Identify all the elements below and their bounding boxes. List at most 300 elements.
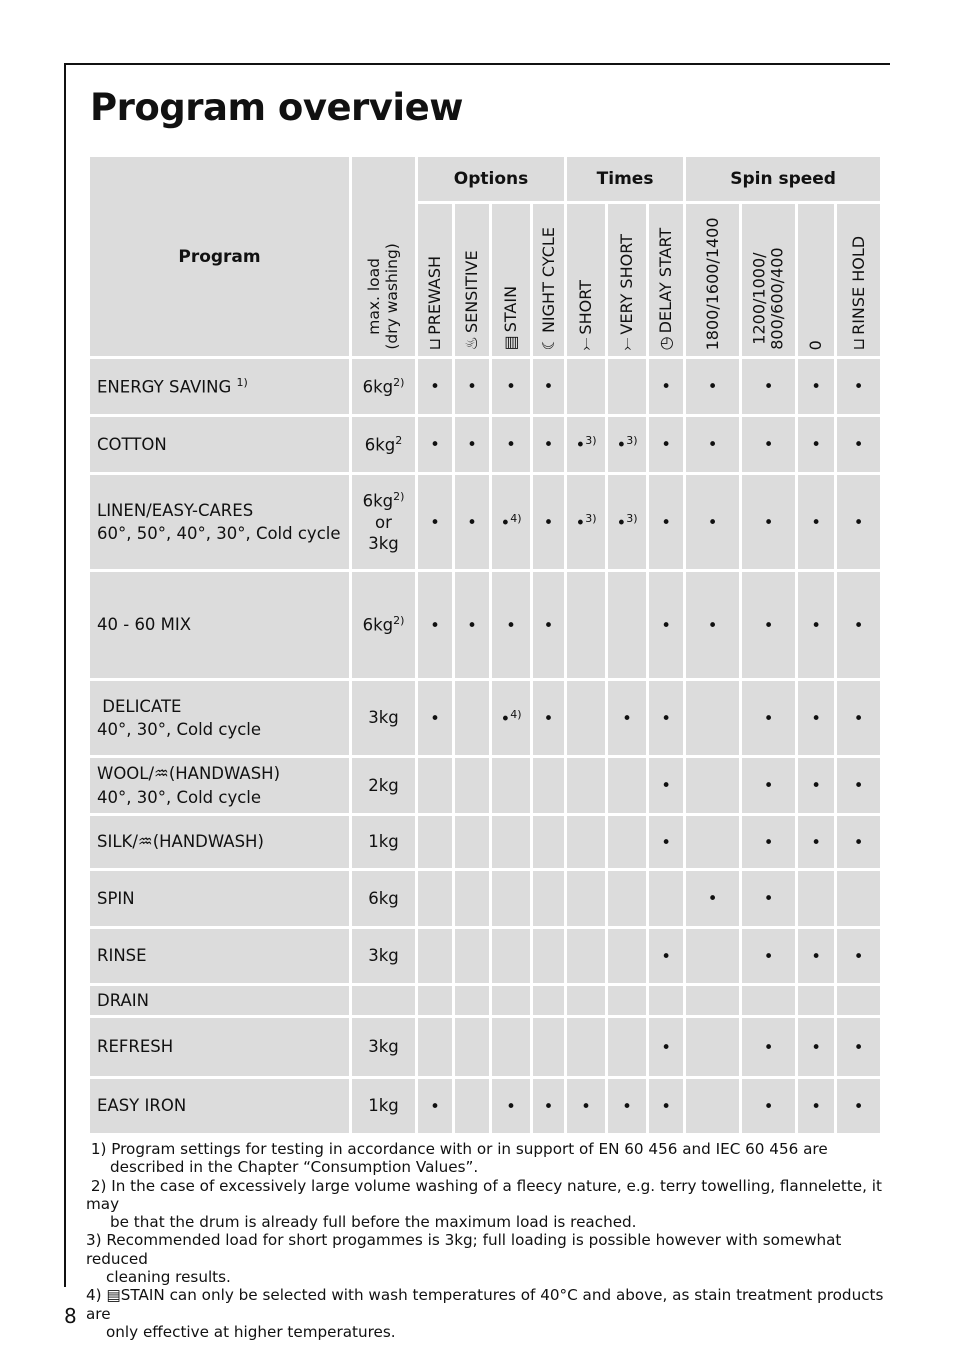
available-bullet: •: [661, 377, 671, 396]
footnote-text: ▤STAIN can only be selected with wash temperatures of 40°C and above, as stain treatment products are: [86, 1286, 884, 1323]
option-mark-cell: [837, 572, 883, 681]
option-mark-cell: [798, 417, 837, 475]
program-name: WOOL/♒(HANDWASH): [97, 764, 281, 784]
option-mark-cell: [798, 816, 837, 871]
footnote-number: 4): [86, 1286, 102, 1305]
available-bullet: •: [430, 1096, 440, 1116]
option-mark-cell: [798, 359, 837, 417]
option-mark-cell: [837, 929, 883, 986]
column-label-text: SHORT: [575, 279, 595, 335]
option-mark-cell: [567, 986, 608, 1018]
column-header-label: [539, 227, 557, 350]
available-bullet: •: [661, 776, 671, 795]
short-icon: ⤚: [575, 337, 595, 350]
available-bullet: •: [430, 615, 440, 635]
available-bullet: •: [661, 512, 671, 532]
option-mark-cell: [608, 417, 649, 475]
available-bullet: •: [661, 832, 671, 852]
option-mark-cell: [608, 475, 649, 572]
available-bullet: •: [467, 615, 477, 635]
available-bullet: •: [763, 512, 774, 532]
available-bullet: •: [811, 435, 821, 454]
option-mark-cell: [533, 1079, 567, 1136]
column-header-label: [502, 286, 520, 350]
very-short-icon: ⤚: [616, 337, 636, 350]
available-bullet: •: [811, 377, 821, 396]
available-bullet: •: [430, 708, 440, 728]
option-mark-cell: [686, 417, 742, 475]
option-mark-cell: [492, 986, 533, 1018]
column-header: [533, 204, 567, 359]
program-name: EASY IRON: [97, 1096, 187, 1116]
available-bullet: •: [763, 615, 774, 635]
program-name-cell: [90, 1079, 352, 1136]
option-mark-cell: [742, 986, 798, 1018]
load-footnote-ref: 2): [393, 489, 405, 503]
column-header-label: [849, 236, 867, 351]
available-bullet: •: [853, 946, 864, 966]
table-row: [90, 475, 883, 572]
max-load-value: 6kg: [362, 491, 394, 511]
column-header: [686, 204, 742, 359]
column-header-label: [618, 234, 636, 350]
max-load-value: 1kg: [368, 1096, 399, 1116]
available-bullet: •: [853, 1096, 864, 1116]
available-bullet: •: [661, 946, 671, 966]
available-bullet: •: [430, 435, 440, 454]
max-load-cell: [352, 871, 418, 929]
available-bullet: •: [506, 1096, 516, 1116]
option-mark-cell: [418, 681, 455, 758]
available-bullet: •: [661, 1037, 671, 1057]
available-bullet: •: [853, 708, 864, 728]
available-bullet: •: [661, 615, 671, 635]
option-mark-cell: [418, 417, 455, 475]
available-bullet: •: [543, 512, 554, 532]
option-mark-cell: [418, 572, 455, 681]
column-header-label: [703, 217, 721, 350]
footnote-number: 2): [86, 1176, 107, 1195]
option-mark-cell: [742, 929, 798, 986]
footnote: [86, 1286, 886, 1341]
max-load-cell: [352, 986, 418, 1018]
option-mark-cell: [567, 572, 608, 681]
max-load-header: [352, 157, 418, 359]
max-load-label: max. load (dry washing): [364, 243, 401, 350]
program-name-cell: [90, 929, 352, 986]
option-mark-cell: [837, 417, 883, 475]
frame-top-rule: [64, 63, 890, 65]
option-mark-cell: [455, 681, 492, 758]
available-bullet: •: [853, 435, 864, 454]
footnote-number: 3): [86, 1231, 102, 1250]
max-load-cell: [352, 681, 418, 758]
option-mark-cell: [686, 816, 742, 871]
option-mark-cell: [567, 417, 608, 475]
program-name-cell: [90, 871, 352, 929]
option-mark-cell: [742, 359, 798, 417]
option-mark-cell: [533, 417, 567, 475]
option-mark-cell: [686, 681, 742, 758]
option-mark-cell: [455, 986, 492, 1018]
option-mark-cell: [533, 359, 567, 417]
option-mark-cell: [418, 816, 455, 871]
option-mark-cell: [418, 475, 455, 572]
available-bullet: •: [811, 832, 821, 852]
available-bullet: •: [616, 513, 627, 533]
available-bullet: •: [622, 1096, 632, 1116]
available-bullet: •: [506, 435, 516, 454]
mark-footnote-ref: 3): [626, 511, 638, 525]
column-label-text: 1800/1600/1400: [702, 217, 722, 350]
max-load-alt: or: [375, 512, 392, 532]
column-label-text: NIGHT CYCLE: [538, 226, 558, 333]
option-mark-cell: [455, 758, 492, 816]
max-load-value: 6kg: [368, 888, 399, 908]
load-footnote-ref: 2): [393, 614, 405, 628]
column-header: [742, 204, 798, 359]
option-mark-cell: [798, 1018, 837, 1079]
max-load-cell: [352, 475, 418, 572]
available-bullet: •: [853, 615, 864, 635]
delay-start-icon: ◷: [655, 336, 675, 350]
program-name-cell: [90, 986, 352, 1018]
option-mark-cell: [455, 417, 492, 475]
max-load-value: 3kg: [368, 708, 399, 728]
available-bullet: •: [575, 435, 586, 455]
option-mark-cell: [742, 758, 798, 816]
option-mark-cell: [798, 1079, 837, 1136]
available-bullet: •: [707, 512, 718, 532]
program-name-cell: [90, 1018, 352, 1079]
option-mark-cell: [649, 929, 686, 986]
option-mark-cell: [608, 758, 649, 816]
option-mark-cell: [837, 475, 883, 572]
option-mark-cell: [798, 871, 837, 929]
option-mark-cell: [686, 871, 742, 929]
option-mark-cell: [798, 475, 837, 572]
column-label-text: PREWASH: [424, 255, 444, 335]
program-name: SILK/♒(HANDWASH): [97, 832, 264, 852]
available-bullet: •: [506, 615, 516, 635]
option-mark-cell: [608, 572, 649, 681]
available-bullet: •: [811, 708, 821, 728]
option-mark-cell: [742, 681, 798, 758]
option-mark-cell: [837, 871, 883, 929]
rinse-hold-icon: ⊔: [848, 337, 868, 350]
frame-left-rule: [64, 63, 66, 1287]
load-footnote-ref: 2: [395, 433, 403, 447]
max-load-cell: [352, 816, 418, 871]
available-bullet: •: [506, 377, 516, 396]
max-load-cell: [352, 1018, 418, 1079]
footnote: [86, 1231, 886, 1286]
available-bullet: •: [811, 776, 821, 795]
option-mark-cell: [837, 359, 883, 417]
option-mark-cell: [798, 572, 837, 681]
option-mark-cell: [686, 758, 742, 816]
table-row: [90, 681, 883, 758]
program-rows: [90, 359, 883, 1136]
option-mark-cell: [742, 475, 798, 572]
option-mark-cell: [649, 758, 686, 816]
max-load-value: 2kg: [368, 775, 399, 795]
option-mark-cell: [742, 1018, 798, 1079]
program-header: Program: [90, 157, 352, 359]
available-bullet: •: [467, 435, 477, 454]
available-bullet: •: [661, 708, 671, 728]
available-bullet: •: [707, 889, 718, 908]
option-mark-cell: [649, 359, 686, 417]
available-bullet: •: [853, 377, 864, 396]
option-mark-cell: [455, 572, 492, 681]
footnote-text: In the case of excessively large volume washing of a fleecy nature, e.g. terry towelling, flannelette, it may: [86, 1176, 882, 1213]
option-mark-cell: [742, 816, 798, 871]
option-mark-cell: [533, 475, 567, 572]
max-load-alt: 3kg: [368, 533, 399, 553]
available-bullet: •: [763, 1096, 774, 1116]
stain-icon: ▤: [500, 334, 520, 350]
program-name: 40 - 60 MIX: [97, 615, 192, 635]
option-mark-cell: [567, 758, 608, 816]
option-mark-cell: [742, 871, 798, 929]
available-bullet: •: [763, 946, 774, 966]
available-bullet: •: [763, 776, 774, 795]
option-mark-cell: [455, 871, 492, 929]
program-name-cell: [90, 681, 352, 758]
option-mark-cell: [492, 681, 533, 758]
column-header-label: [577, 280, 595, 350]
option-mark-cell: [455, 359, 492, 417]
table-row: [90, 1079, 883, 1136]
mark-footnote-ref: 3): [626, 434, 638, 448]
available-bullet: •: [763, 832, 774, 852]
option-mark-cell: [686, 1079, 742, 1136]
option-mark-cell: [492, 1079, 533, 1136]
footnote: [86, 1140, 886, 1177]
option-mark-cell: [455, 929, 492, 986]
available-bullet: •: [763, 377, 774, 396]
option-mark-cell: [608, 871, 649, 929]
option-mark-cell: [649, 816, 686, 871]
available-bullet: •: [430, 512, 440, 532]
column-header: [798, 204, 837, 359]
mark-footnote-ref: 3): [585, 434, 597, 448]
available-bullet: •: [763, 1037, 774, 1057]
option-mark-cell: [608, 1018, 649, 1079]
option-mark-cell: [567, 1018, 608, 1079]
available-bullet: •: [853, 776, 864, 795]
available-bullet: •: [622, 708, 632, 728]
max-load-cell: [352, 359, 418, 417]
available-bullet: •: [543, 615, 554, 635]
option-mark-cell: [837, 758, 883, 816]
available-bullet: •: [811, 615, 821, 635]
max-load-value: 6kg: [364, 435, 396, 455]
option-mark-cell: [837, 1079, 883, 1136]
available-bullet: •: [616, 435, 627, 455]
option-mark-cell: [608, 359, 649, 417]
option-mark-cell: [418, 871, 455, 929]
column-header-label: [657, 227, 675, 350]
option-mark-cell: [837, 681, 883, 758]
program-name-cell: [90, 758, 352, 816]
option-mark-cell: [492, 572, 533, 681]
option-mark-cell: [686, 986, 742, 1018]
max-load-value: 6kg: [362, 615, 394, 635]
table-row: [90, 986, 883, 1018]
option-mark-cell: [798, 986, 837, 1018]
max-load-value: 1kg: [368, 832, 399, 852]
table-row: [90, 417, 883, 475]
option-mark-cell: [837, 1018, 883, 1079]
available-bullet: •: [575, 513, 586, 533]
option-mark-cell: [742, 572, 798, 681]
option-mark-cell: [649, 417, 686, 475]
column-label-text: DELAY START: [655, 227, 675, 334]
max-load-cell: [352, 417, 418, 475]
sensitive-icon: ♨: [461, 335, 481, 350]
column-label-text: 1200/1000/ 800/600/400: [749, 247, 787, 350]
available-bullet: •: [543, 435, 554, 454]
available-bullet: •: [811, 1037, 821, 1057]
option-mark-cell: [455, 1079, 492, 1136]
option-mark-cell: [533, 681, 567, 758]
program-name-cell: [90, 417, 352, 475]
table-row: [90, 1018, 883, 1079]
column-header: [608, 204, 649, 359]
available-bullet: •: [853, 1037, 864, 1057]
option-mark-cell: [649, 681, 686, 758]
program-name: SPIN: [97, 888, 135, 908]
column-label-text: RINSE HOLD: [848, 235, 868, 335]
table-row: [90, 929, 883, 986]
available-bullet: •: [763, 435, 774, 454]
available-bullet: •: [853, 512, 864, 532]
options-group-header: Options: [418, 157, 567, 204]
max-load-cell: [352, 758, 418, 816]
option-mark-cell: [418, 758, 455, 816]
option-mark-cell: [649, 1079, 686, 1136]
available-bullet: •: [811, 946, 821, 966]
option-mark-cell: [533, 572, 567, 681]
option-mark-cell: [492, 1018, 533, 1079]
page-title: Program overview: [90, 86, 463, 129]
max-load-cell: [352, 929, 418, 986]
option-mark-cell: [492, 417, 533, 475]
option-mark-cell: [567, 681, 608, 758]
option-mark-cell: [492, 929, 533, 986]
column-header: [418, 204, 455, 359]
program-name: DRAIN: [97, 990, 149, 1010]
option-mark-cell: [418, 359, 455, 417]
program-temperatures: 40°, 30°, Cold cycle: [97, 720, 262, 739]
option-mark-cell: [567, 1079, 608, 1136]
option-mark-cell: [649, 1018, 686, 1079]
option-mark-cell: [742, 417, 798, 475]
option-mark-cell: [418, 929, 455, 986]
mark-footnote-ref: 3): [585, 511, 597, 525]
column-header: [455, 204, 492, 359]
program-table: [90, 157, 883, 1136]
column-label-text: SENSITIVE: [461, 250, 481, 333]
option-mark-cell: [567, 929, 608, 986]
option-mark-cell: [608, 986, 649, 1018]
option-mark-cell: [608, 1079, 649, 1136]
max-load-cell: [352, 1079, 418, 1136]
available-bullet: •: [853, 832, 864, 852]
option-mark-cell: [686, 475, 742, 572]
program-name: COTTON: [97, 434, 167, 454]
option-mark-cell: [567, 816, 608, 871]
option-mark-cell: [686, 359, 742, 417]
program-temperatures: 40°, 30°, Cold cycle: [97, 787, 262, 807]
option-mark-cell: [798, 681, 837, 758]
option-mark-cell: [533, 816, 567, 871]
option-mark-cell: [492, 871, 533, 929]
column-header-label: [463, 250, 481, 350]
column-header: [567, 204, 608, 359]
option-mark-cell: [492, 475, 533, 572]
program-temperatures: 60°, 50°, 40°, 30°, Cold cycle: [97, 524, 341, 543]
available-bullet: •: [707, 435, 718, 454]
prewash-icon: ⊔: [424, 337, 444, 350]
footnote: [86, 1177, 886, 1232]
load-footnote-ref: 2): [393, 375, 405, 389]
program-name-cell: [90, 572, 352, 681]
times-group-header: Times: [567, 157, 686, 204]
program-name: RINSE: [97, 946, 147, 966]
option-mark-cell: [742, 1079, 798, 1136]
column-header: [492, 204, 533, 359]
option-mark-cell: [533, 758, 567, 816]
option-mark-cell: [649, 475, 686, 572]
footnote-text: Program settings for testing in accordance with or in support of EN 60 456 and IEC 60 456 are: [111, 1140, 828, 1158]
option-mark-cell: [492, 758, 533, 816]
table-row: [90, 758, 883, 816]
mark-footnote-ref: 4): [510, 707, 522, 721]
option-mark-cell: [455, 1018, 492, 1079]
option-mark-cell: [686, 572, 742, 681]
option-mark-cell: [649, 986, 686, 1018]
available-bullet: •: [543, 708, 554, 728]
option-mark-cell: [837, 816, 883, 871]
available-bullet: •: [467, 377, 477, 396]
program-name: REFRESH: [97, 1037, 174, 1057]
available-bullet: •: [581, 1096, 591, 1116]
page-number: 8: [64, 1304, 77, 1328]
available-bullet: •: [811, 512, 821, 532]
table-row: [90, 816, 883, 871]
column-header-label: [750, 248, 787, 350]
program-name: ENERGY SAVING: [97, 377, 232, 397]
max-load-value: 3kg: [368, 946, 399, 966]
program-name-cell: [90, 816, 352, 871]
available-bullet: •: [707, 615, 718, 635]
column-label-text: 0: [805, 339, 825, 350]
available-bullet: •: [763, 708, 774, 728]
program-footnote-ref: 1): [236, 375, 248, 389]
option-mark-cell: [533, 871, 567, 929]
program-name-cell: [90, 475, 352, 572]
available-bullet: •: [707, 377, 718, 396]
available-bullet: •: [543, 377, 554, 396]
column-label-text: VERY SHORT: [616, 233, 636, 335]
option-mark-cell: [567, 359, 608, 417]
program-name: LINEN/EASY-CARES: [97, 500, 254, 520]
available-bullet: •: [430, 377, 440, 396]
available-bullet: •: [811, 1096, 821, 1116]
